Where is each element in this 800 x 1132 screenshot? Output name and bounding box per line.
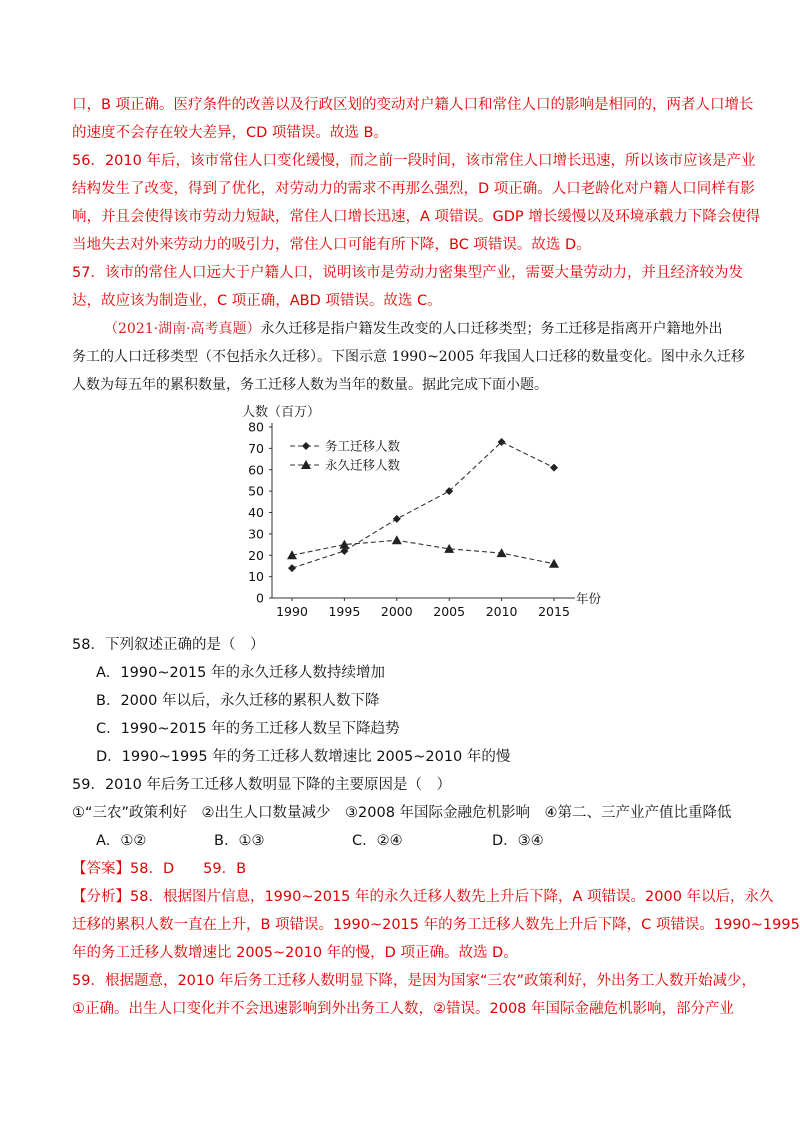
x-tick-label: 2000 [380, 604, 413, 619]
x-tick-label: 1990 [276, 604, 308, 619]
q59-option-a: A．①② [96, 833, 147, 849]
x-tick-label: 1995 [328, 604, 361, 619]
y-tick-label: 60 [248, 462, 264, 478]
analysis-text: 58．根据图片信息，1990~2015 年的永久迁移人数先上升后下降，A 项错误。2000 年以后，永久 [130, 889, 774, 905]
data-point [549, 559, 559, 568]
q58-option-a: A．1990~2015 年的永久迁移人数持续增加 [96, 665, 385, 681]
series-permanent-migration [287, 535, 559, 568]
y-tick-label: 80 [248, 419, 264, 435]
analysis-line-2: 迁移的累积人数一直在上升，B 项错误。1990~2015 年的务工迁移人数先上升后下降，C 项错误。1990~1995 [72, 917, 800, 933]
analysis-line-5: ①正确。出生人口变化并不会迅速影响到外出务工人数，②错误。2008 年国际金融危机影响，部分产业 [72, 1001, 735, 1017]
analysis-label: 【分析】 [72, 889, 130, 905]
intro-line-2: 务工的人口迁移类型（不包括永久迁移）。下图示意 1990~2005 年我国人口迁移的数量变化。图中永久迁移 [72, 349, 745, 365]
explanation-line: 响，并且会使得该市劳动力短缺，常住人口增长迅速，A 项错误。GDP 增长缓慢以及环境承载力下降会使得 [72, 209, 761, 225]
intro-line-3: 人数为每五年的累积数量，务工迁移人数为当年的数量。据此完成下面小题。 [72, 377, 548, 393]
data-point [392, 535, 402, 544]
migration-line-chart [220, 402, 610, 624]
answer-label: 【答案】 [72, 861, 130, 877]
y-tick-label: 50 [248, 483, 264, 499]
q58-option-b: B．2000 年以后，永久迁移的累积人数下降 [96, 693, 380, 709]
y-tick-label: 20 [248, 547, 264, 563]
answer-line [72, 858, 732, 880]
q59-option-b: B．①③ [214, 833, 265, 849]
legend-label: 务工迁移人数 [325, 438, 401, 454]
y-tick-label: 0 [256, 590, 264, 606]
data-point [288, 564, 296, 572]
answer-text: 58．D 59．B [130, 861, 247, 877]
data-point [550, 464, 558, 472]
x-axis-label: 年份 [576, 591, 602, 606]
explanation-line: 达，故应该为制造业，C 项正确，ABD 项错误。故选 C。 [72, 293, 442, 309]
y-tick-label: 40 [248, 505, 264, 520]
y-tick-label: 10 [248, 569, 264, 585]
q59-items: ①“三农”政策利好 ②出生人口数量减少 ③2008 年国际金融危机影响 ④第二、三产业产值比重降低 [72, 805, 732, 821]
data-point [393, 515, 401, 523]
q58-option-c: C．1990~2015 年的务工迁移人数呈下降趋势 [96, 721, 400, 737]
y-axis-label: 人数（百万） [242, 405, 321, 420]
analysis-line-3: 年的务工迁移人数增速比 2005~2010 年的慢，D 项正确。故选 D。 [72, 945, 518, 961]
source-tag: （2021·湖南·高考真题） [104, 321, 261, 337]
explanation-line: 结构发生了改变，得到了优化，对劳动力的需求不再那么强烈，D 项正确。人口老龄化对户籍人口同样有影 [72, 181, 755, 197]
y-tick-label: 70 [248, 440, 264, 456]
explanation-line: 的速度不会存在较大差异，CD 项错误。故选 B。 [72, 125, 388, 141]
analysis-line-4: 59．根据题意，2010 年后务工迁移人数明显下降，是因为国家“三农”政策利好，外出务工人数开始减少， [72, 973, 756, 989]
q59-stem: 59．2010 年后务工迁移人数明显下降的主要原因是（ ） [72, 777, 451, 793]
explanation-line: 当地失去对外来劳动力的吸引力，常住人口可能有所下降，BC 项错误。故选 D。 [72, 237, 591, 253]
q59-option-c: C．②④ [352, 833, 403, 849]
q58-stem: 58．下列叙述正确的是（ ） [72, 637, 265, 653]
series-line [292, 540, 554, 564]
intro-text: 永久迁移是指户籍发生改变的人口迁移类型；务工迁移是指离开户籍地外出 [260, 321, 723, 337]
q59-option-d: D．③④ [492, 833, 544, 849]
legend-label: 永久迁移人数 [325, 457, 401, 473]
x-tick-label: 2005 [433, 604, 466, 619]
explanation-line-56: 56．2010 年后，该市常住人口变化缓慢，而之前一段时间，该市常住人口增长迅速，所以该市应该是产业 [72, 153, 756, 169]
legend-marker [302, 442, 310, 450]
x-tick-label: 2010 [485, 604, 518, 619]
x-tick-label: 2015 [538, 604, 570, 619]
q58-option-d: D．1990~1995 年的务工迁移人数增速比 2005~2010 年的慢 [96, 749, 511, 765]
explanation-line: 口，B 项正确。医疗条件的改善以及行政区划的变动对户籍人口和常住人口的影响是相同的，两者人口增长 [72, 97, 754, 113]
analysis-line-1 [72, 886, 774, 908]
explanation-line-57: 57．该市的常住人口远大于户籍人口，说明该市是劳动力密集型产业，需要大量劳动力，并且经济较为发 [72, 265, 743, 281]
y-tick-label: 30 [248, 526, 264, 542]
intro-line-1 [104, 318, 764, 340]
